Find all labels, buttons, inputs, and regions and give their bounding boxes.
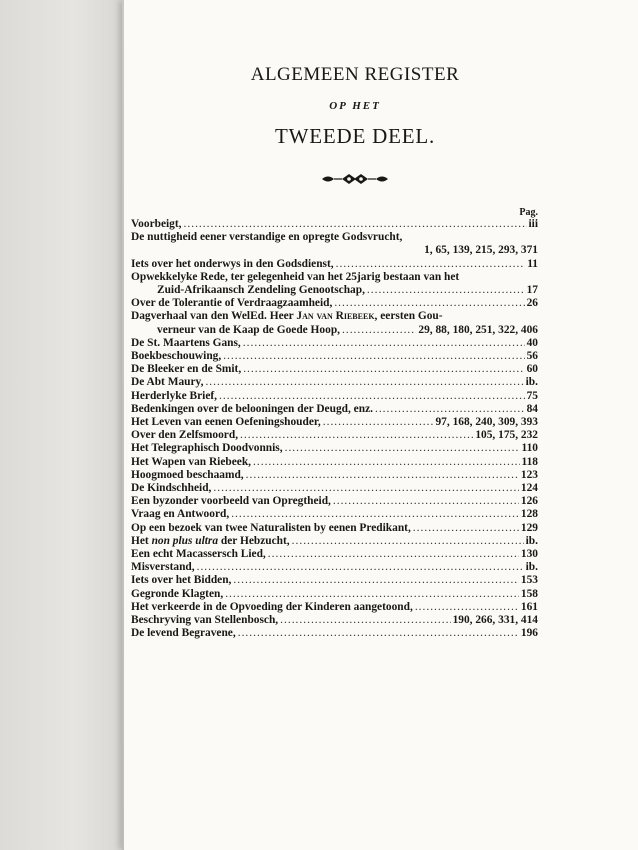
register-entry (131, 627, 538, 640)
entry-title: De St. Maartens Gans, (131, 336, 241, 349)
dot-leader (375, 403, 525, 416)
register-entry (131, 469, 538, 482)
register-entry (131, 297, 538, 310)
entry-page-number: 129 (520, 521, 538, 534)
entry-page-number: 56 (526, 350, 538, 363)
dot-leader (184, 218, 527, 231)
entry-page-number: 161 (520, 600, 538, 613)
entry-title: Boekbeschouwing, (131, 350, 222, 363)
register-entry (131, 258, 538, 271)
entry-title: Een echt Macassersch Lied, (131, 548, 266, 561)
entry-title: De Abt Maury, (131, 376, 204, 389)
entry-title: Hoogmoed beschaamd, (131, 468, 244, 481)
entry-title: Een byzonder voorbeeld van Opregtheid, (131, 495, 331, 508)
entry-title: Het Leven van eenen Oefeningshouder, (131, 416, 321, 429)
dot-leader (323, 416, 434, 429)
dot-leader (246, 469, 519, 482)
volume-title: TWEEDE DEEL. (274, 124, 436, 148)
register-entry (131, 535, 538, 548)
register-entries (131, 218, 538, 641)
entry-title: De Kindschheid, (131, 482, 212, 495)
entry-title: Iets over het Bidden, (131, 574, 232, 587)
register-entry (131, 271, 538, 297)
register-entry (131, 495, 538, 508)
entry-title: Opwekkelyke Rede, ter gelegenheid van het 25jarig bestaan van het (131, 270, 460, 283)
register-entry (131, 218, 538, 231)
facing-page-edge (0, 0, 122, 850)
entry-page-number: 75 (526, 389, 538, 402)
dot-leader (205, 376, 523, 389)
entry-page-number: iii (528, 218, 538, 230)
entry-title: Over den Zelfsmoord, (131, 429, 239, 442)
entry-page-number: ib. (525, 534, 538, 547)
entry-page-number: ib. (525, 561, 538, 574)
entry-page-number: 123 (520, 468, 538, 481)
dot-leader (238, 627, 519, 640)
register-entry (131, 231, 538, 257)
dot-leader (231, 508, 519, 521)
entry-page-number: 105, 175, 232 (475, 429, 538, 442)
dot-leader (333, 495, 519, 508)
entry-page-number: 130 (520, 548, 538, 561)
entry-page-number: 124 (520, 482, 538, 495)
page-column-header: Pag. (519, 207, 538, 218)
register-title: ALGEMEEN REGISTER (250, 64, 460, 85)
dot-leader (253, 456, 520, 469)
register-entry (131, 548, 538, 561)
register-entry (131, 429, 538, 442)
dot-leader (342, 324, 416, 337)
entry-page-number: 110 (521, 442, 538, 455)
register-subtitle: OP HET (329, 100, 381, 112)
dot-leader (225, 588, 519, 601)
page-gutter (122, 0, 124, 850)
entry-page-number: ib. (525, 376, 538, 389)
register-entry (131, 376, 538, 389)
entry-title: De levend Begravene, (131, 627, 236, 640)
entry-title: Iets over het onderwys in den Godsdienst, (131, 257, 334, 270)
entry-page-number: 17 (526, 284, 538, 297)
dot-leader (223, 350, 524, 363)
dot-leader (292, 535, 524, 548)
entry-title-continuation: verneur van de Kaap de Goede Hoop, (157, 323, 340, 336)
entry-title: Het Wapen van Riebeek, (131, 455, 252, 468)
register-entry (131, 574, 538, 587)
entry-page-number: 153 (520, 574, 538, 587)
entry-title: Voorbeigt, (131, 218, 182, 230)
entry-title: Het non plus ultra der Hebzucht, (131, 534, 290, 547)
entry-title: De Bleeker en de Smit, (131, 363, 242, 376)
entry-page-number: 128 (520, 508, 538, 521)
entry-title: Vraag en Antwoord, (131, 508, 230, 521)
register-entry (131, 363, 538, 376)
register-entry (131, 561, 538, 574)
entry-page-number: 40 (526, 336, 538, 349)
dot-leader (213, 482, 519, 495)
entry-page-number: 26 (526, 297, 538, 310)
dot-leader (336, 258, 526, 271)
dot-leader (219, 390, 525, 403)
entry-title: Beschryving van Stellenbosch, (131, 614, 279, 627)
register-table-of-contents (131, 207, 538, 641)
entry-page-number: 84 (526, 402, 538, 415)
register-entry (131, 508, 538, 521)
dot-leader (285, 442, 520, 455)
register-entry (131, 310, 538, 336)
dot-leader (415, 601, 519, 614)
entry-title-smallcaps: Jan van Riebeek (296, 310, 375, 323)
register-entry (131, 601, 538, 614)
register-entry (131, 350, 538, 363)
dot-leader (280, 614, 450, 627)
dot-leader (413, 522, 519, 535)
register-entry (131, 403, 538, 416)
register-entry (131, 456, 538, 469)
entry-title-continuation: Zuid-Afrikaansch Zendeling Genootschap, (157, 284, 365, 297)
register-entry (131, 614, 538, 627)
register-entry (131, 482, 538, 495)
entry-title: Op een bezoek van twee Naturalisten by eenen Predikant, (131, 521, 411, 534)
entry-title: Over de Tolerantie of Verdraagzaamheid, (131, 297, 333, 310)
dot-leader (243, 363, 524, 376)
register-entry (131, 416, 538, 429)
entry-title-italic: non plus ultra (151, 534, 219, 547)
entry-page-number: 118 (521, 455, 538, 468)
entry-title: Bedenkingen over de belooningen der Deugd, enz. (131, 402, 373, 415)
dot-leader (334, 297, 524, 310)
dot-leader (243, 337, 525, 350)
fleuron-ornament-icon (320, 172, 390, 186)
entry-title: Het Telegraphisch Doodvonnis, (131, 442, 283, 455)
register-entry (131, 442, 538, 455)
register-entry (131, 390, 538, 403)
dot-leader (268, 548, 519, 561)
dot-leader (233, 574, 518, 587)
entry-page-number: 97, 168, 240, 309, 393 (435, 416, 538, 429)
entry-title: Dagverhaal van den WelEd. Heer Jan van Riebeek, eersten Gou- (131, 310, 443, 323)
entry-title: Herderlyke Brief, (131, 389, 218, 402)
entry-page-number: 196 (520, 627, 538, 640)
dot-leader (367, 284, 525, 297)
entry-title: Misverstand, (131, 561, 195, 574)
entry-page-number: 158 (520, 587, 538, 600)
entry-page-number: 1, 65, 139, 215, 293, 371 (424, 244, 538, 257)
register-entry (131, 522, 538, 535)
dot-leader (240, 429, 473, 442)
entry-page-number: 190, 266, 331, 414 (452, 614, 538, 627)
entry-page-number: 29, 88, 180, 251, 322, 406 (418, 323, 538, 336)
dot-leader (197, 561, 524, 574)
entry-title: Gegronde Klagten, (131, 587, 224, 600)
entry-title: Het verkeerde in de Opvoeding der Kinderen aangetoond, (131, 600, 413, 613)
entry-page-number: 60 (526, 363, 538, 376)
entry-title: De nuttigheid eener verstandige en opregte Godsvrucht, (131, 231, 403, 244)
entry-page-number: 126 (520, 495, 538, 508)
register-entry (131, 588, 538, 601)
register-entry (131, 337, 538, 350)
entry-page-number: 11 (527, 257, 538, 270)
